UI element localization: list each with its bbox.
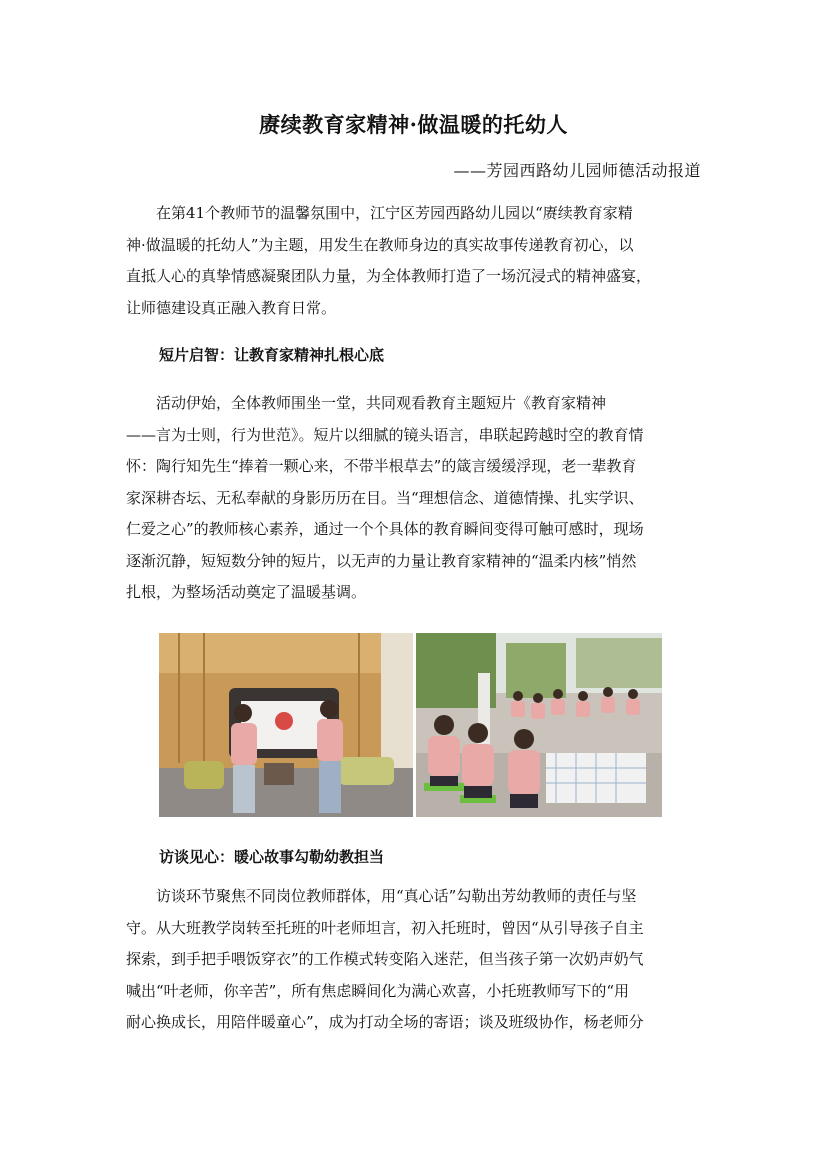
- text-line: 在第41个教师节的温馨氛围中，江宁区芳园西路幼儿园以“赓续教育家精: [156, 204, 633, 222]
- page-subtitle: ——芳园西路幼儿园师德活动报道: [453, 161, 701, 180]
- intro-paragraph: [126, 198, 704, 324]
- text-line: 守。从大班教学岗转至托班的叶老师坦言，初入托班时，曾因“从引导孩子自主: [126, 918, 644, 937]
- text-line: 让师德建设真正融入教育日常。: [126, 298, 337, 317]
- section-heading-1: 短片启智：让教育家精神扎根心底: [159, 346, 385, 364]
- text-line: 逐渐沉静，短短数分钟的短片，以无声的力量让教育家精神的“温柔内核”悄然: [126, 551, 637, 570]
- photo-interview-stage: [159, 633, 413, 817]
- text-line: 访谈环节聚焦不同岗位教师群体，用“真心话”勾勒出芳幼教师的责任与坚: [156, 887, 637, 905]
- text-line: 扎根，为整场活动奠定了温暖基调。: [126, 583, 367, 601]
- text-line: 探索，到手把手喂饭穿衣”的工作模式转变陷入迷茫，但当孩子第一次奶声奶气: [126, 950, 644, 968]
- photo-teachers-seated: [416, 633, 662, 817]
- text-line: ——言为士则，行为世范》。短片以细腻的镜头语言，串联起跨越时空的教育情: [126, 425, 644, 444]
- section1-paragraph: [126, 388, 704, 609]
- text-line: 活动伊始，全体教师围坐一堂，共同观看教育主题短片《教育家精神: [156, 394, 607, 412]
- text-line: 怀：陶行知先生“捧着一颗心来，不带半根草去”的箴言缓缓浮现，老一辈教育: [126, 457, 637, 475]
- page-title: 赓续教育家精神·做温暖的托幼人: [259, 112, 568, 137]
- text-line: 喊出“叶老师，你辛苦”，所有焦虑瞬间化为满心欢喜，小托班教师写下的“用: [126, 981, 630, 1000]
- section2-paragraph: [126, 881, 704, 1039]
- text-line: 家深耕杏坛、无私奉献的身影历历在目。当“理想信念、道德情操、扎实学识、: [126, 488, 644, 507]
- text-line: 直抵人心的真挚情感凝聚团队力量，为全体教师打造了一场沉浸式的精神盛宴，: [126, 267, 652, 285]
- text-line: 仁爱之心”的教师核心素养，通过一个个具体的教育瞬间变得可触可感时，现场: [126, 520, 644, 538]
- section-heading-2: 访谈见心：暖心故事勾勒幼教担当: [159, 848, 385, 866]
- text-line: 耐心换成长，用陪伴暖童心”，成为打动全场的寄语；谈及班级协作，杨老师分: [126, 1013, 644, 1031]
- text-line: 神·做温暖的托幼人”为主题，用发生在教师身边的真实故事传递教育初心，以: [126, 235, 634, 254]
